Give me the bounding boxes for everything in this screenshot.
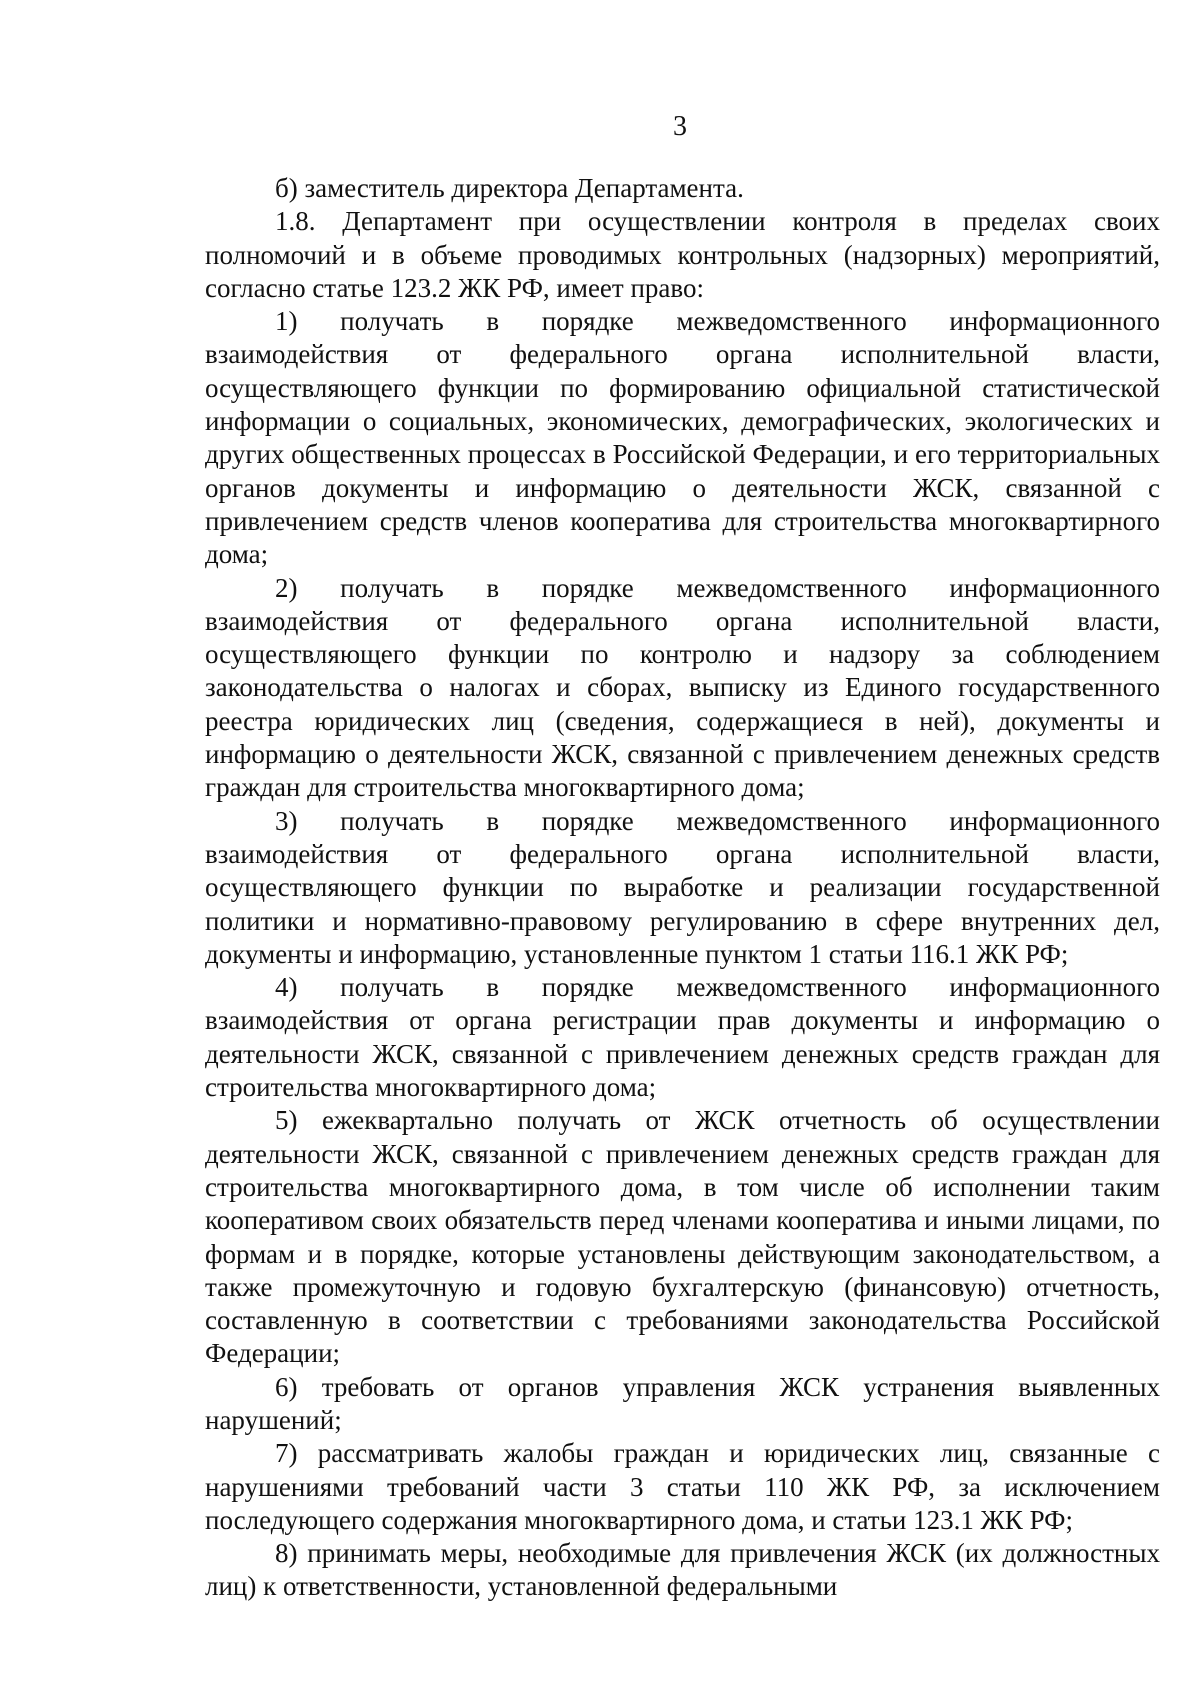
page-number: 3 (673, 111, 687, 142)
list-item-3: 3) получать в порядке межведомственного информационного взаимодействия от федерального органа исполнительной власти, осуществляющего функции по выработке и реализации государственной политики и нормативно-правовому регулированию в сфере внутренних дел, документы и информацию, установленные пунктом 1 статьи 116.1 ЖК РФ; (205, 805, 1160, 969)
paragraph-1-8-rights: 1.8. Департамент при осуществлении контроля в пределах своих полномочий и в объеме проводимых контрольных (надзорных) мероприятий, согласно статье 123.2 ЖК РФ, имеет право: (205, 206, 1160, 303)
list-item-7: 7) рассматривать жалобы граждан и юридических лиц, связанные с нарушениями требований части 3 статьи 110 ЖК РФ, за исключением последующего содержания многоквартирного дома, и статьи 123.1 ЖК РФ; (205, 1438, 1160, 1535)
paragraph-deputy-director: б) заместитель директора Департамента. (275, 173, 744, 203)
list-item-5: 5) ежеквартально получать от ЖСК отчетность об осуществлении деятельности ЖСК, связанной с привлечением денежных средств граждан для строительства многоквартирного дома, в том числе об исполнении таким кооперативом своих обязательств перед членами кооператива и иными лицами, по формам и в порядке, которые установлены действующим законодательством, а также промежуточную и годовую бухгалтерскую (финансовую) отчетность, составленную в соответствии с требованиями законодательства Российской Федерации; (205, 1105, 1160, 1369)
list-item-4: 4) получать в порядке межведомственного информационного взаимодействия от органа регистрации прав документы и информацию о деятельности ЖСК, связанной с привлечением денежных средств граждан для строительства многоквартирного дома; (205, 972, 1160, 1103)
list-item-2: 2) получать в порядке межведомственного информационного взаимодействия от федерального органа исполнительной власти, осуществляющего функции по контролю и надзору за соблюдением законодательства о налогах и сборах, выписку из Единого государственного реестра юридических лиц (сведения, содержащиеся в ней), документы и информацию о деятельности ЖСК, связанной с привлечением денежных средств граждан для строительства многоквартирного дома; (205, 572, 1160, 803)
list-item-6: 6) требовать от органов управления ЖСК устранения выявленных нарушений; (205, 1371, 1160, 1435)
list-item-1: 1) получать в порядке межведомственного информационного взаимодействия от федерального органа исполнительной власти, осуществляющего функции по формированию официальной статистической информации о социальных, экономических, демографических, экологических и других общественных процессах в Российской Федерации, и его территориальных органов документы и информацию о деятельности ЖСК, связанной с привлечением средств членов кооператива для строительства многоквартирного дома; (205, 306, 1160, 570)
document-body (205, 172, 1160, 1604)
list-item-8: 8) принимать меры, необходимые для привлечения ЖСК (их должностных лиц) к ответственности, установленной федеральными (205, 1538, 1160, 1602)
